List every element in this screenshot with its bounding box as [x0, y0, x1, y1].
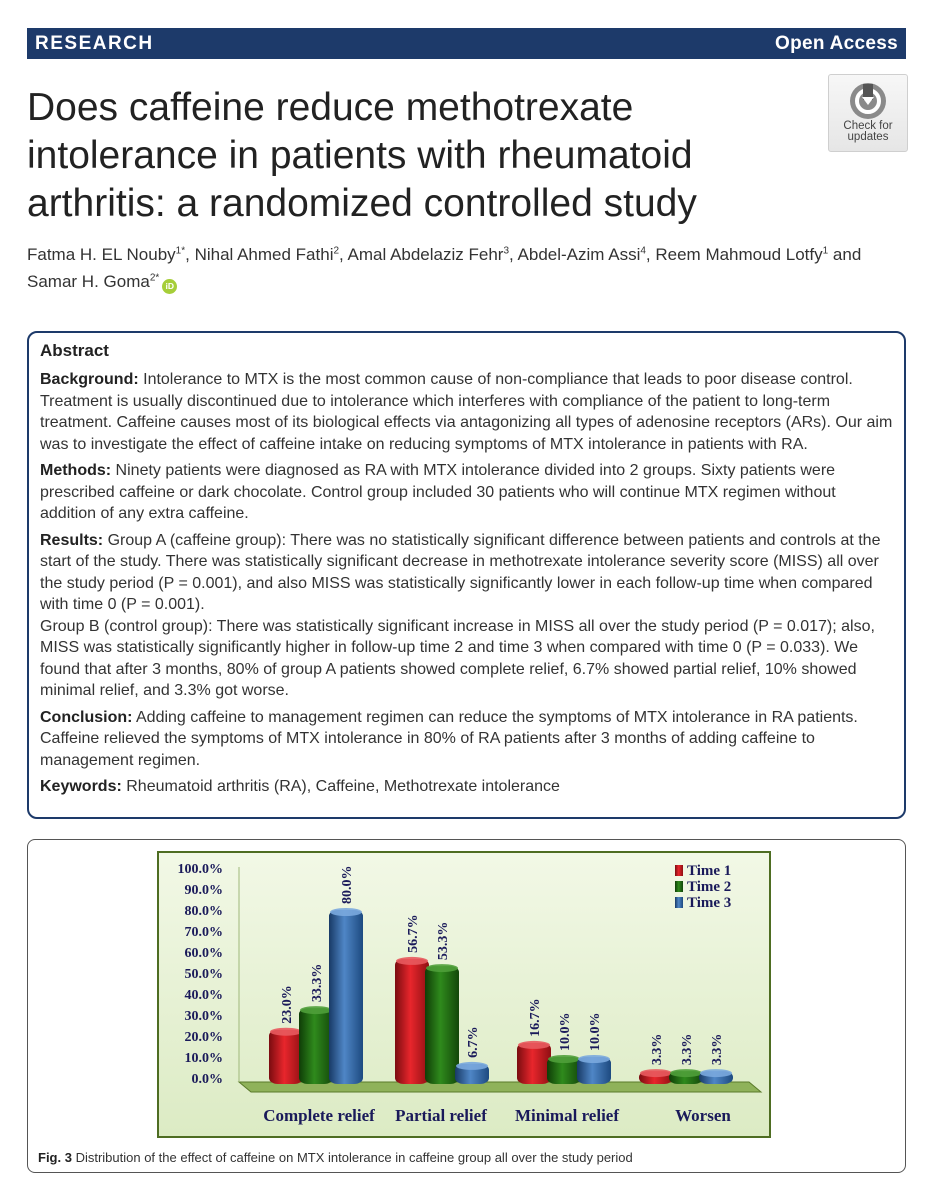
- bar-top: [700, 1069, 732, 1077]
- author-list: Fatma H. EL Nouby$^{1*}$, Nihal Ahmed Fathi$^2$, Amal Abdelaziz Fehr$^3$, Abdel-Azim Assi$^4$, Reem Mahmoud Lotfy$^1$ and Samar H. Goma$^{2*}$iD: [27, 241, 907, 295]
- category-label: Worsen: [675, 1106, 731, 1125]
- check-for-updates-line2: updates: [847, 131, 889, 143]
- research-label: RESEARCH: [35, 32, 154, 54]
- legend-swatch: [675, 897, 683, 908]
- abstract-background: Background: Intolerance to MTX is the most common cause of non-compliance that leads to poor disease control. Treatment is usually discontinued due to intolerance which interferes with compliance of the patient to long-term treatment. Caffeine causes most of its biological effects via antagonizing all types of adenosine receptors (ARs). Our aim was to investigate the effect of caffeine intake on reducing symptoms of MTX intolerance in patients with RA.: [40, 371, 893, 453]
- y-tick-label: 100.0%: [177, 862, 223, 877]
- bar-top: [640, 1069, 672, 1077]
- bar-value-label: 3.3%: [680, 1033, 695, 1066]
- author-name[interactable]: Abdel-Azim Assi: [517, 245, 641, 264]
- abstract-methods: Methods: Ninety patients were diagnosed as RA with MTX intolerance divided into 2 groups. Sixty patients were prescribed caffeine or dark chocolate. Control group included 30 patients who will continue MTX regimen without addition of any extra caffeine.: [40, 462, 836, 522]
- bar-top: [270, 1028, 302, 1036]
- bar-value-label: 56.7%: [406, 914, 421, 953]
- orcid-icon[interactable]: iD: [162, 279, 177, 294]
- bar-value-label: 3.3%: [710, 1033, 725, 1066]
- bar-top: [426, 964, 458, 972]
- check-for-updates-line1: Check for: [843, 120, 893, 132]
- y-tick-label: 60.0%: [184, 946, 223, 961]
- author-name[interactable]: Samar H. Goma: [27, 272, 150, 291]
- category-label: Partial relief: [395, 1106, 487, 1125]
- bar-value-label: 10.0%: [588, 1012, 603, 1051]
- y-tick-label: 70.0%: [184, 925, 223, 940]
- y-tick-label: 0.0%: [191, 1072, 223, 1087]
- abstract-box: [27, 331, 906, 819]
- bar-top: [396, 957, 428, 965]
- bar-time-1-partial-relief: [395, 959, 429, 1084]
- bar-time-1-minimal-relief: [517, 1043, 551, 1084]
- figure-caption: Fig. 3 Distribution of the effect of caffeine on MTX intolerance in caffeine group all over the study period: [38, 1150, 633, 1165]
- bar-value-label: 53.3%: [436, 921, 451, 961]
- check-for-updates-button[interactable]: [828, 74, 908, 152]
- author-name[interactable]: Nihal Ahmed Fathi: [194, 245, 334, 264]
- y-tick-label: 90.0%: [184, 883, 223, 898]
- author-name[interactable]: Amal Abdelaziz Fehr: [347, 245, 504, 264]
- article-title: Does caffeine reduce methotrexate intolerance in patients with rheumatoid arthritis: a randomized controlled study: [27, 86, 697, 225]
- abstract-keywords: Keywords: Rheumatoid arthritis (RA), Caffeine, Methotrexate intolerance: [40, 778, 560, 795]
- bar-chart: [157, 851, 771, 1138]
- bar-value-label: 10.0%: [558, 1012, 573, 1051]
- abstract-heading: Abstract: [40, 341, 109, 360]
- abstract-results: Results: Group A (caffeine group): There was no statistically significant difference between patients and controls at the start of the study. There was statistically significant decrease in methotrexate intolerance severity score (MISS) all over the study period (P = 0.001), and also MISS was statistically significantly lower in each follow-up time when compared with time 0 (P = 0.001).: [40, 531, 881, 613]
- chart-frame: [158, 852, 770, 1137]
- legend-swatch: [675, 865, 683, 876]
- bar-value-label: 16.7%: [528, 998, 543, 1037]
- bar-time-1-complete-relief: [269, 1030, 303, 1084]
- bar-value-label: 33.3%: [310, 963, 325, 1003]
- bar-top: [456, 1062, 488, 1070]
- y-tick-label: 30.0%: [184, 1009, 223, 1024]
- legend-label: Time 2: [687, 879, 732, 895]
- bar-top: [330, 908, 362, 916]
- legend-label: Time 1: [687, 863, 732, 879]
- bar-top: [578, 1055, 610, 1063]
- bar-value-label: 6.7%: [466, 1026, 481, 1058]
- category-label: Complete relief: [263, 1106, 375, 1125]
- category-label: Minimal relief: [514, 1106, 620, 1125]
- author-name[interactable]: Fatma H. EL Nouby: [27, 245, 176, 264]
- bar-value-label: 80.0%: [340, 865, 355, 904]
- y-tick-label: 50.0%: [184, 967, 223, 982]
- abstract-results-group-b: Group B (control group): There was statistically significant increase in MISS all over the study period (P = 0.017); also, MISS was statistically significantly higher in follow-up time 2 and time 3 when compared with time 0 (P = 0.033). We found that after 3 months, 80% of group A patients showed complete relief, 6.7% showed partial relief, 10% showed minimal relief, and 3.3% got worse.: [40, 617, 875, 699]
- bar-time-2-partial-relief: [425, 966, 459, 1084]
- bar-value-label: 3.3%: [650, 1033, 665, 1066]
- y-tick-label: 20.0%: [184, 1030, 223, 1045]
- legend-label: Time 3: [687, 895, 732, 911]
- bar-top: [518, 1041, 550, 1049]
- abstract-conclusion: Conclusion: Adding caffeine to management regimen can reduce the symptoms of MTX intolerance in RA patients. Caffeine relieved the symptoms of MTX intolerance in 80% of RA patients after 3 months of adding caffeine to management regimen.: [40, 708, 858, 769]
- y-tick-label: 40.0%: [184, 988, 223, 1003]
- y-tick-label: 10.0%: [184, 1051, 223, 1066]
- y-tick-label: 80.0%: [184, 904, 223, 919]
- bar-time-3-complete-relief: [329, 910, 363, 1084]
- article-type-banner: [27, 28, 906, 59]
- check-for-updates-icon: [848, 81, 888, 121]
- author-name[interactable]: Reem Mahmoud Lotfy: [655, 245, 823, 264]
- bar-top: [670, 1069, 702, 1077]
- bar-time-2-complete-relief: [299, 1008, 333, 1084]
- legend-swatch: [675, 881, 683, 892]
- open-access-label: Open Access: [775, 32, 898, 54]
- bar-value-label: 23.0%: [280, 985, 295, 1024]
- bar-top: [300, 1006, 332, 1014]
- bar-top: [548, 1055, 580, 1063]
